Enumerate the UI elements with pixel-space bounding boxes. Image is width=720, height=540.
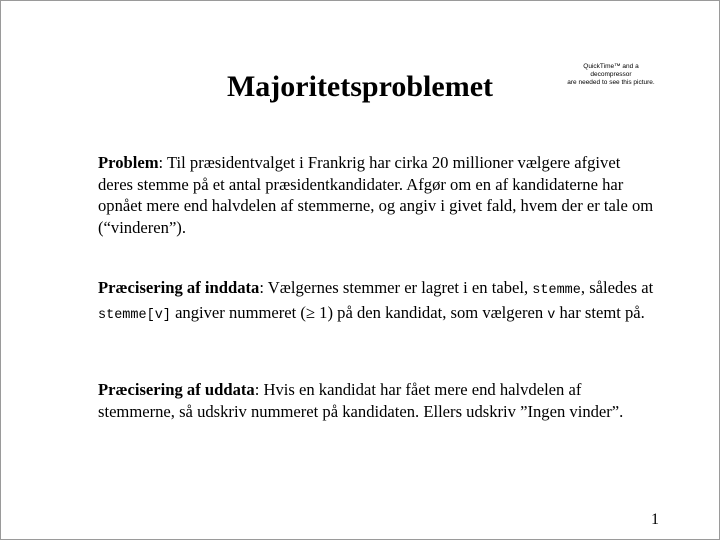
code-v: v	[547, 307, 556, 323]
output-spec-paragraph	[98, 379, 658, 422]
input-spec-paragraph	[98, 277, 658, 326]
problem-text: : Til præsidentvalget i Frankrig har cirka 20 millioner vælgere afgivet deres stemme på et antal præsidentkandidater. Afgør om en af kandidaterne har opnået mere end halvdelen af stemmerne, og angiv i givet fald, hvem der er tale om (“vinderen”).	[98, 153, 654, 237]
input-spec-text-4: har stemt på.	[555, 302, 645, 322]
output-spec-text: : Hvis en kandidat har fået mere end halvdelen af stemmerne, så udskriv nummeret på kandidaten. Ellers udskriv ”Ingen vinder”.	[98, 380, 624, 421]
output-spec-label: Præcisering af uddata	[98, 380, 255, 399]
slide-title: Majoritetsproblemet	[226, 70, 493, 103]
quicktime-line-2: decompressor	[590, 71, 632, 78]
problem-label: Problem	[98, 153, 159, 172]
input-spec-label: Præcisering af inddata	[98, 278, 260, 297]
code-stemme: stemme	[532, 283, 581, 298]
input-spec-text-2: , således at	[580, 278, 654, 297]
code-stemme-v: stemme[v]	[98, 307, 171, 323]
quicktime-line-3: are needed to see this picture.	[567, 79, 655, 86]
input-spec-text-1: : Vælgernes stemmer er lagret i en tabel,	[259, 278, 533, 297]
problem-paragraph	[98, 152, 658, 238]
page-number: 1	[651, 511, 659, 528]
quicktime-line-1: QuickTime™ and a	[583, 63, 639, 70]
quicktime-placeholder	[557, 63, 665, 87]
input-spec-text-3: angiver nummeret (≥ 1) på den kandidat, som vælgeren	[170, 302, 548, 322]
